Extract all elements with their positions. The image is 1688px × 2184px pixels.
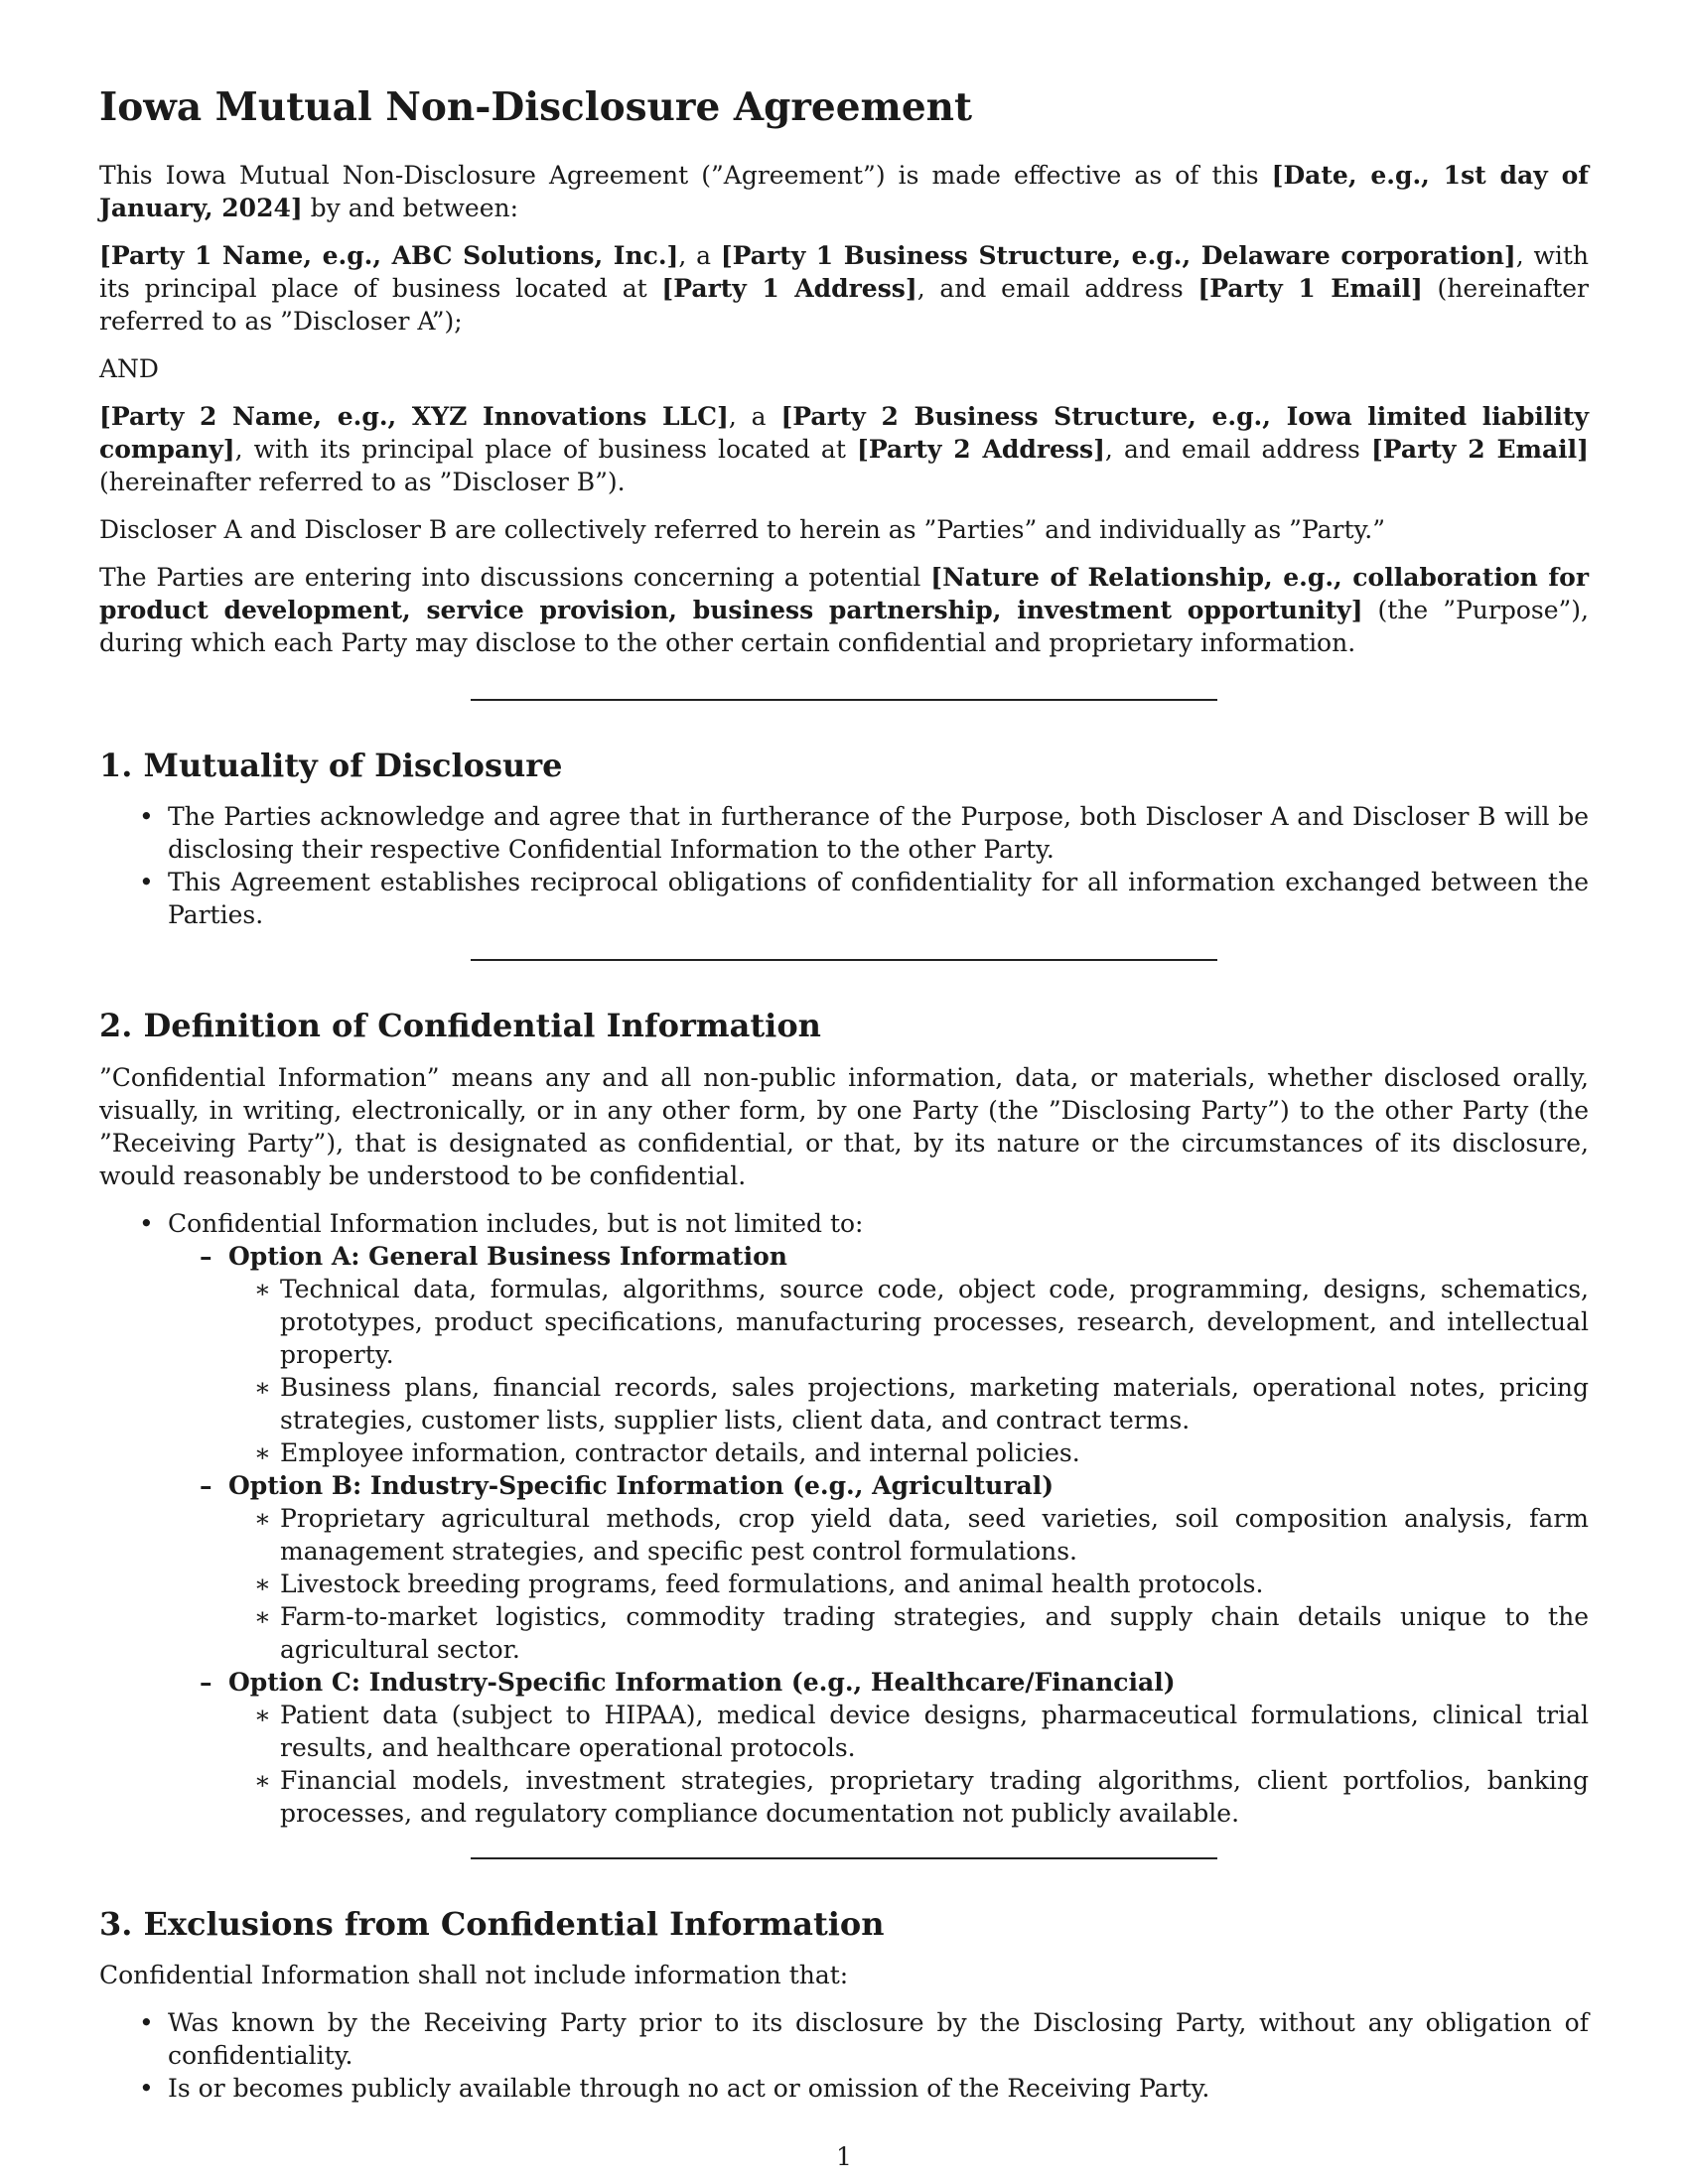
list-item: ∗ Employee information, contractor details, and internal policies.: [228, 1436, 1589, 1469]
section-3-intro: Confidential Information shall not include information that:: [99, 1960, 849, 1989]
party1-email-placeholder: [Party 1 Email]: [1197, 273, 1423, 303]
party1-address-placeholder: [Party 1 Address]: [661, 273, 917, 303]
party2-text: , a: [728, 401, 781, 431]
option-b-items: [228, 1502, 1589, 1666]
party2-text: , and email address: [1104, 434, 1371, 464]
party2-email-placeholder: [Party 2 Email]: [1370, 434, 1589, 464]
section-2-definition-paragraph: ”Confidential Information” means any and all non-public information, data, or materials, whether disclosed orally, visually, in writing, electronically, or in any other form, by one Party (the ”Disclosing Party”) to the other Party (the ”Receiving Party”), that is designated as confidential, or that, by its nature or the circumstances of its disclosure, would reasonably be understood to be confidential.: [99, 1062, 1589, 1190]
list-item: ∗ Proprietary agricultural methods, crop yield data, seed varieties, soil composition analysis, farm management strategies, and specific pest control formulations.: [228, 1502, 1589, 1568]
horizontal-rule: [471, 1857, 1217, 1859]
purpose-text: (the ”Purpose”), during which each Party may disclose to the other certain confidential and proprietary information.: [99, 595, 1590, 657]
intro-paragraph-effective-date: [99, 159, 1589, 224]
parties-definition-paragraph: Discloser A and Discloser B are collectively referred to herein as ”Parties” and individually as ”Party.”: [99, 514, 1386, 544]
section-2-list: [99, 1207, 1589, 1830]
party2-text: , with its principal place of business located at: [234, 434, 857, 464]
nature-placeholder: [Nature of Relationship, e.g., collaboration for product development, service provision, business partnership, investment opportunity]: [99, 562, 1589, 624]
purpose-paragraph: [99, 561, 1589, 659]
intro-text: by and between:: [302, 193, 519, 222]
party2-text: (hereinafter referred to as ”Discloser B”).: [99, 467, 626, 496]
list-item: ∗ Livestock breeding programs, feed formulations, and animal health protocols.: [228, 1568, 1589, 1600]
section-2-heading: 2. Definition of Confidential Information: [99, 1007, 821, 1045]
purpose-text: The Parties are entering into discussions concerning a potential: [99, 562, 931, 592]
option-a-label: Option A: General Business Information: [228, 1241, 787, 1271]
party2-structure-placeholder: [Party 2 Business Structure, e.g., Iowa limited liability company]: [99, 401, 1589, 464]
option-c-label: Option C: Industry-Specific Information (e.g., Healthcare/Financial): [228, 1667, 1176, 1697]
option-a: [168, 1240, 1589, 1469]
list-item: [99, 1207, 1589, 1830]
list-item: • Is or becomes publicly available through no act or omission of the Receiving Party.: [99, 2072, 1589, 2105]
list-item: ∗ Financial models, investment strategies, proprietary trading algorithms, client portfolios, banking processes, and regulatory compliance documentation not publicly available.: [228, 1764, 1589, 1830]
party1-name-placeholder: [Party 1 Name, e.g., ABC Solutions, Inc.]: [99, 240, 679, 270]
list-item-text: Confidential Information includes, but is not limited to:: [168, 1208, 864, 1238]
and-separator: AND: [99, 353, 159, 383]
option-c-items: [228, 1699, 1589, 1830]
party1-structure-placeholder: [Party 1 Business Structure, e.g., Delaware corporation]: [720, 240, 1516, 270]
party1-text: , and email address: [916, 273, 1198, 303]
list-item: ∗ Business plans, financial records, sales projections, marketing materials, operational notes, pricing strategies, customer lists, supplier lists, client data, and contract terms.: [228, 1371, 1589, 1436]
date-placeholder: [Date, e.g., 1st day of January, 2024]: [99, 160, 1589, 222]
party2-paragraph: [99, 400, 1589, 498]
horizontal-rule: [471, 699, 1217, 701]
party1-text: , with its principal place of business located at: [99, 240, 1589, 303]
section-3-list: [99, 2006, 1589, 2105]
document-title: Iowa Mutual Non-Disclosure Agreement: [99, 84, 973, 130]
list-item: • The Parties acknowledge and agree that in furtherance of the Purpose, both Discloser A and Discloser B will be disclosing their respective Confidential Information to the other Party.: [99, 800, 1589, 866]
party2-name-placeholder: [Party 2 Name, e.g., XYZ Innovations LLC]: [99, 401, 729, 431]
list-item: • This Agreement establishes reciprocal obligations of confidentiality for all information exchanged between the Parties.: [99, 866, 1589, 931]
list-item: • Was known by the Receiving Party prior to its disclosure by the Disclosing Party, without any obligation of confidentiality.: [99, 2006, 1589, 2072]
list-item: ∗ Farm-to-market logistics, commodity trading strategies, and supply chain details unique to the agricultural sector.: [228, 1600, 1589, 1666]
horizontal-rule: [471, 959, 1217, 961]
party1-text: , a: [678, 240, 721, 270]
list-item: ∗ Technical data, formulas, algorithms, source code, object code, programming, designs, schematics, prototypes, product specifications, manufacturing processes, research, development, and intellectual property.: [228, 1273, 1589, 1371]
party1-text: (hereinafter referred to as ”Discloser A”);: [99, 273, 1590, 336]
section-1-heading: 1. Mutuality of Disclosure: [99, 746, 563, 784]
options-list: [168, 1240, 1589, 1830]
option-b: [168, 1469, 1589, 1666]
list-item: ∗ Patient data (subject to HIPAA), medical device designs, pharmaceutical formulations, clinical trial results, and healthcare operational protocols.: [228, 1699, 1589, 1764]
section-1-list: [99, 800, 1589, 931]
option-a-items: [228, 1273, 1589, 1469]
party2-address-placeholder: [Party 2 Address]: [856, 434, 1105, 464]
option-c: [168, 1666, 1589, 1830]
option-b-label: Option B: Industry-Specific Information (e.g., Agricultural): [228, 1470, 1055, 1500]
party1-paragraph: [99, 239, 1589, 338]
intro-text: This Iowa Mutual Non-Disclosure Agreement (”Agreement”) is made effective as of this: [99, 160, 1272, 190]
section-3-heading: 3. Exclusions from Confidential Information: [99, 1904, 885, 1943]
page-number: 1: [836, 2142, 852, 2171]
